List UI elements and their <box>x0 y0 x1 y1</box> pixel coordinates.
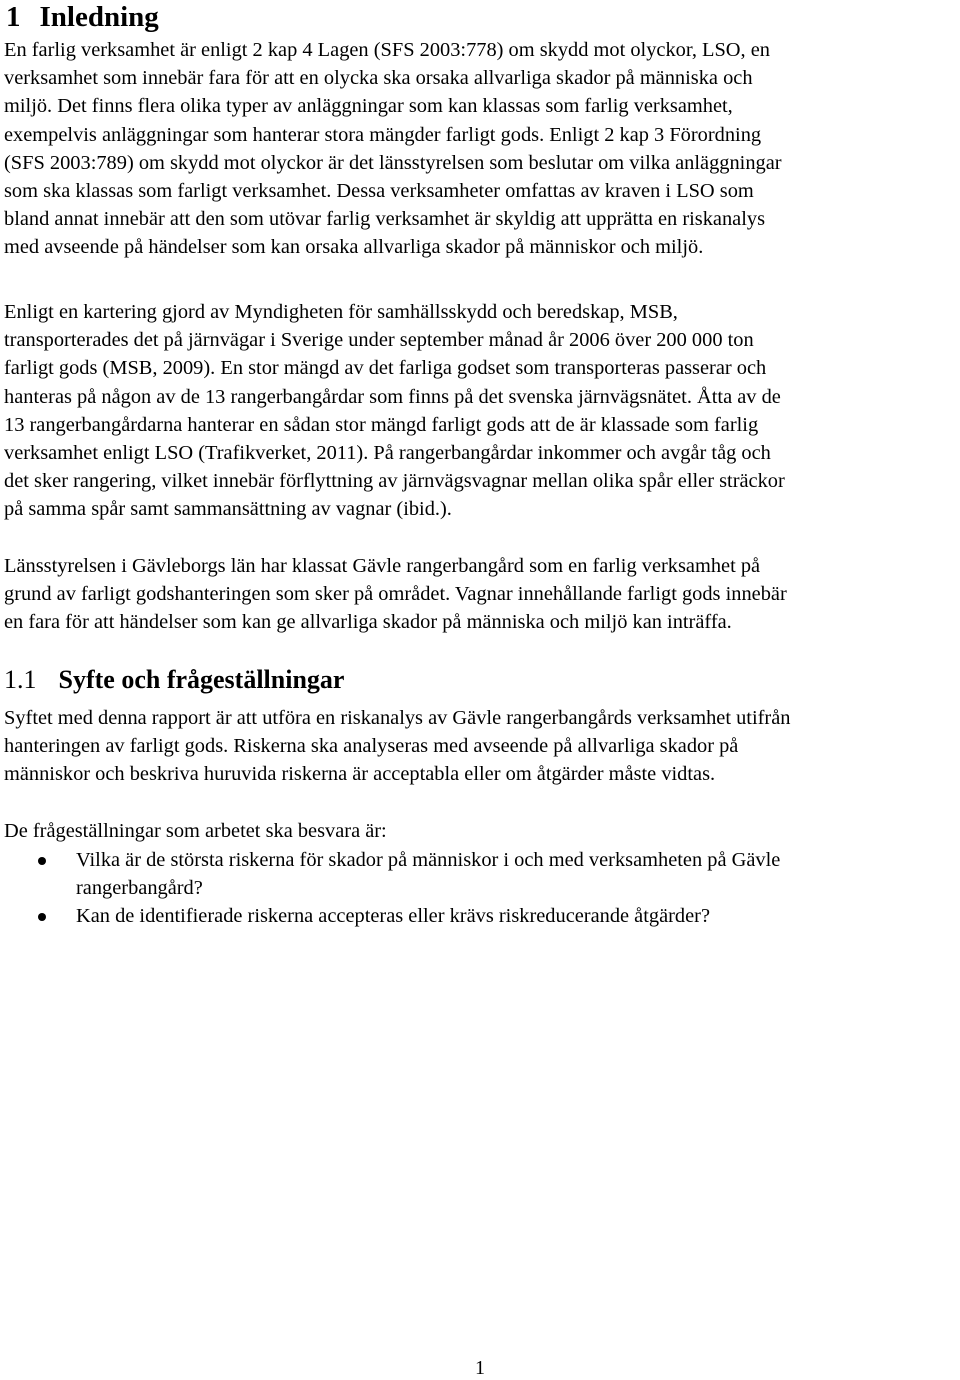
text-line: 13 rangerbangårdarna hanterar en sådan stor mängd farligt gods att de är klassade som farlig <box>4 413 759 436</box>
text-line: hanteras på någon av de 13 rangerbangårdar som finns på det svenska järnvägsnätet. Åtta av de <box>4 385 781 408</box>
text-line: En farlig verksamhet är enligt 2 kap 4 Lagen (SFS 2003:778) om skydd mot olyckor, LSO, en <box>4 39 770 61</box>
text-line: Syftet med denna rapport är att utföra en riskanalys av Gävle rangerbangårds verksamhet utifrån <box>4 707 791 729</box>
text-line: på samma spår samt sammansättning av vagnar (ibid.). <box>4 498 452 521</box>
text-line: Länsstyrelsen i Gävleborgs län har klassat Gävle rangerbangård som en farlig verksamhet på <box>4 555 761 577</box>
page-number: 1 <box>475 1357 485 1379</box>
text-line: rangerbangård? <box>76 877 203 900</box>
chapter-number: 1 <box>6 1 21 33</box>
question-list <box>0 846 780 931</box>
paragraph-lansstyrelsen <box>4 552 787 637</box>
text-line: hanteringen av farligt gods. Riskerna ska analyseras med avseende på allvarliga skador på <box>4 735 739 758</box>
text-line: Vilka är de största riskerna för skador på människor i och med verksamheten på Gävle <box>76 849 781 871</box>
text-line: bland annat innebär att den som utövar farlig verksamhet är skyldig att upprätta en riskanalys <box>4 208 766 231</box>
bullet-icon <box>38 913 46 921</box>
text-line: transporterades det på järnvägar i Sverige under september månad år 2006 över 200 000 ton <box>4 329 754 352</box>
paragraph-questions-intro <box>4 817 387 845</box>
text-line: en fara för att händelser som kan ge allvarliga skador på människa och miljö kan inträffa. <box>4 611 732 634</box>
text-line: som ska klassas som farligt verksamhet. Dessa verksamheter omfattas av kraven i LSO som <box>4 180 754 203</box>
section-heading <box>4 664 344 696</box>
text-line: med avseende på händelser som kan orsaka allvarliga skador på människor och miljö. <box>4 236 704 259</box>
text-line: De frågeställningar som arbetet ska besvara är: <box>4 820 387 842</box>
paragraph-purpose <box>4 704 790 789</box>
text-line: verksamhet som innebär fara för att en olycka ska orsaka allvarliga skador på människa och <box>4 67 753 90</box>
section-number: 1.1 <box>4 665 37 694</box>
text-line: Kan de identifierade riskerna accepteras eller krävs riskreducerande åtgärder? <box>76 905 711 928</box>
paragraph-intro <box>4 36 782 262</box>
list-item <box>0 902 780 930</box>
paragraph-msb-survey <box>4 298 785 524</box>
text-line: människor och beskriva huruvida riskerna är acceptabla eller om åtgärder måste vidtas. <box>4 763 716 786</box>
section-title: Syfte och frågeställningar <box>58 665 345 694</box>
chapter-heading <box>6 0 159 34</box>
text-line: exempelvis anläggningar som hanterar stora mängder farligt gods. Enligt 2 kap 3 Förordning <box>4 123 762 146</box>
text-line: (SFS 2003:789) om skydd mot olyckor är det länsstyrelsen som beslutar om vilka anläggningar <box>4 151 782 174</box>
text-line: Enligt en kartering gjord av Myndigheten för samhällsskydd och beredskap, MSB, <box>4 301 678 323</box>
text-line: verksamhet enligt LSO (Trafikverket, 2011). På rangerbangårdar inkommer och avgår tåg och <box>4 442 771 465</box>
chapter-title: Inledning <box>39 1 159 33</box>
list-item <box>0 846 780 902</box>
text-line: grund av farligt godshanteringen som sker på området. Vagnar innehållande farligt gods innebär <box>4 583 787 606</box>
text-line: miljö. Det finns flera olika typer av anläggningar som kan klassas som farlig verksamhet, <box>4 95 733 118</box>
bullet-icon <box>38 857 46 865</box>
text-line: farligt gods (MSB, 2009). En stor mängd av det farliga godset som transporteras passerar och <box>4 357 767 380</box>
text-line: det sker rangering, vilket innebär förflyttning av järnvägsvagnar mellan olika spår eller sträckor <box>4 470 785 493</box>
